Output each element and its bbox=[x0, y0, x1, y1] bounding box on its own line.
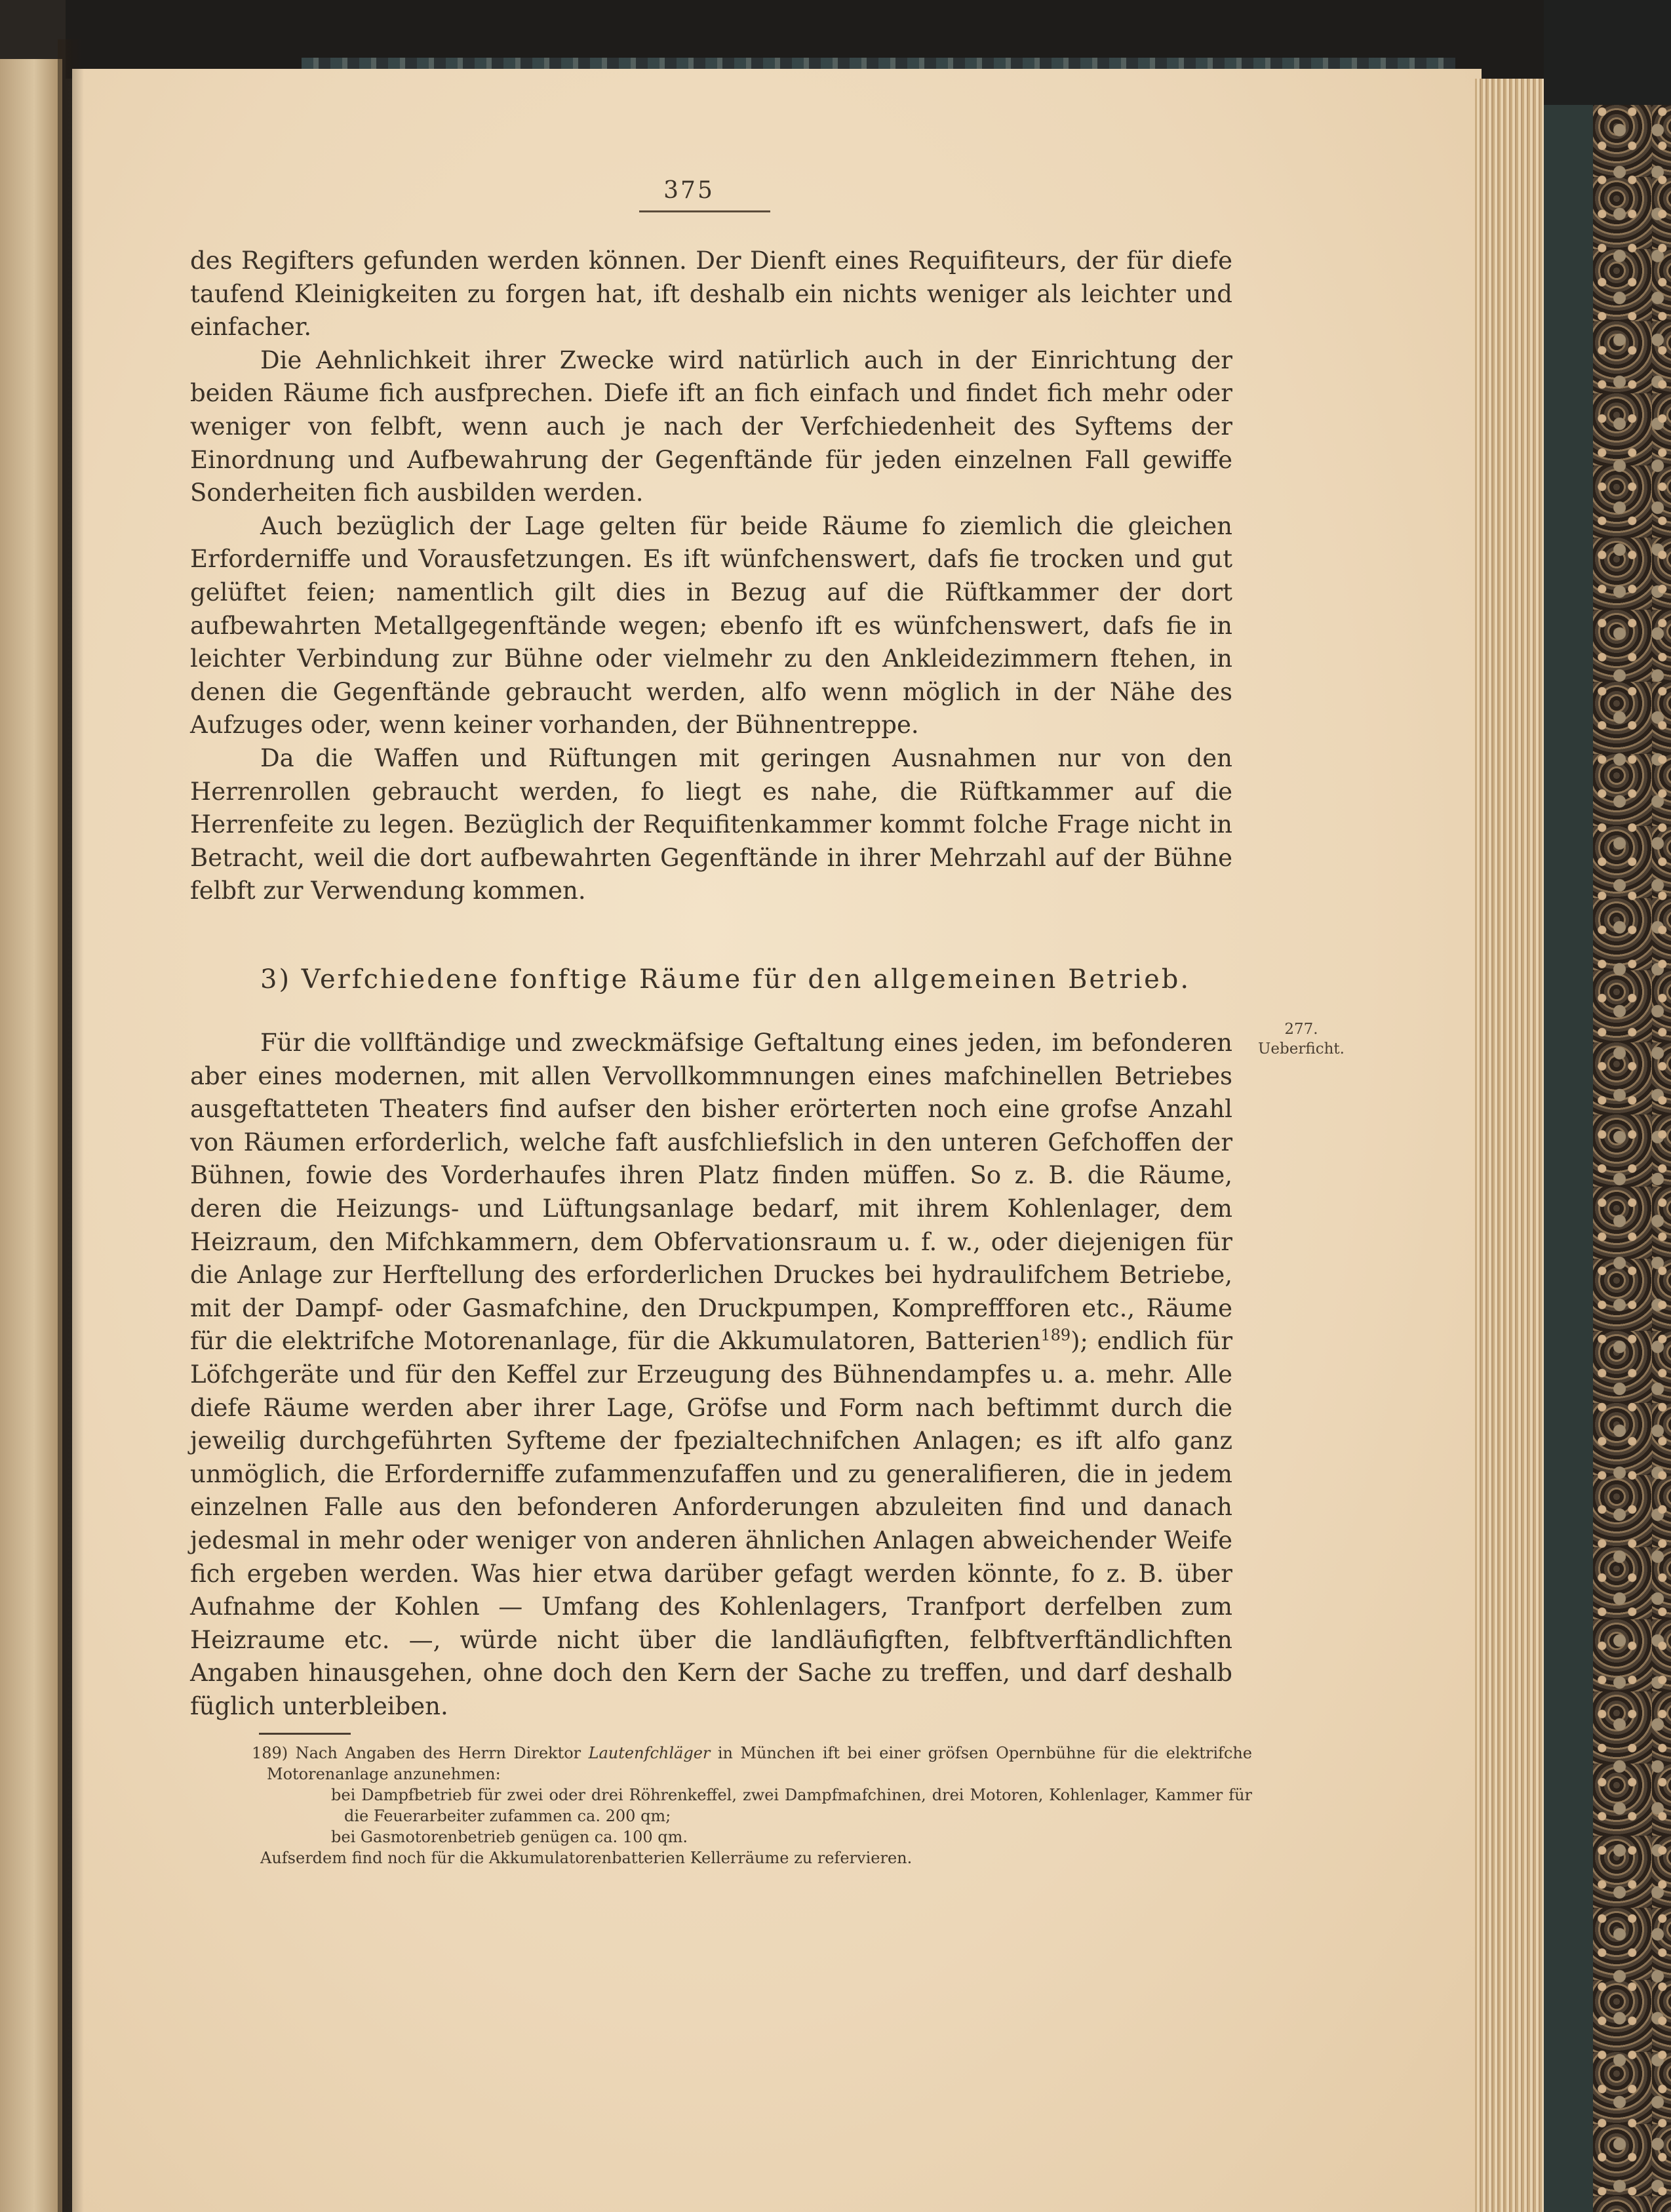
footnote-line-3: Aufserdem find noch für die Akkumulatorenbatterien Kellerräume zu refervieren. bbox=[260, 1849, 913, 1867]
footnote bbox=[190, 1743, 1252, 1868]
section-paragraph bbox=[190, 1027, 1232, 1723]
footnote-marker: 189) bbox=[252, 1744, 288, 1762]
section-heading: 3) Verfchiedene fonftige Räume für den allgemeinen Betrieb. bbox=[260, 964, 1191, 995]
body-text-section bbox=[190, 1027, 1232, 1723]
marbled-cover bbox=[1593, 105, 1671, 2212]
margin-note bbox=[1249, 1019, 1354, 1059]
paragraph-4: Da die Waffen und Rüftungen mit geringen Ausnahmen nur von den Herrenrollen gebraucht werden, fo liegt es nahe, die Rüftkammer auf die Herrenfeite zu legen. Bezüglich der Requifitenkammer kommt folche Frage nicht in Betracht, weil die dort aufbewahrten Gegenftände in ihrer Mehrzahl auf der Bühne felbft zur Verwendung kommen. bbox=[190, 743, 1232, 905]
footnote-line-2: bei Gasmotorenbetrieb genügen ca. 100 qm. bbox=[331, 1828, 688, 1846]
section-text-b: ); endlich für Löfchgeräte und für den Keffel zur Erzeugung des Bühnendampfes u. a. mehr. Alle diefe Räume werden aber ihrer Lage, Gröfse und Form nach beftimmt durch die jeweilig durchgeführten Syfteme der fpezialtechnifchen Anlagen; es ift alfo ganz unmöglich, die Erforderniffe zufammenzufaffen und zu generalifieren, die in jedem einzelnen Falle aus den befonderen Anforderungen abzuleiten find und danach jedesmal in mehr oder weniger von anderen ähnlichen Anlagen abweichender Weife fich ergeben werden. Was hier etwa darüber gefagt werden könnte, fo z. B. über Aufnahme der Kohlen — Umfang des Kohlenlagers, Tranfport derfelben zum Heizraume etc. —, würde nicht über die landläufigften, felbftverftändlichften Angaben hinausgehen, ohne doch den Kern der Sache zu treffen, und darf deshalb füglich unterbleiben. bbox=[190, 1327, 1233, 1720]
section-text-a: Für die vollftändige und zweckmäfsige Geftaltung eines jeden, im befonderen aber eines modernen, mit allen Vervollkommnungen eines mafchinellen Betriebes ausgeftatteten Theaters find aufser den bisher erörterten noch eine grofse Anzahl von Räumen erforderlich, welche faft ausfchliefslich in den unteren Gefchoffen der Bühnen, fowie des Vorderhaufes ihren Platz finden müffen. So z. B. die Räume, deren die Heizungs- und Lüftungsanlage bedarf, mit ihrem Kohlenlager, dem Heizraum, den Mifchkammern, dem Obfervationsraum u. f. w., oder diejenigen für die Anlage zur Herftellung des erforderlichen Druckes bei hydraulifchem Betriebe, mit der Dampf- oder Gasmafchine, den Druckpumpen, Kompreffforen etc., Räume für die elektrifche Motorenanlage, für die Akkumulatoren, Batterien bbox=[190, 1029, 1232, 1356]
cover-board bbox=[1544, 69, 1593, 2212]
margin-note-title: Ueberficht. bbox=[1258, 1040, 1345, 1057]
page-number: 375 bbox=[663, 177, 715, 204]
cover-top bbox=[1544, 0, 1671, 105]
footnote-intro bbox=[190, 1743, 1252, 1785]
body-text-upper bbox=[190, 245, 1232, 908]
paragraph-1: des Regifters gefunden werden können. Der Dienft eines Requifiteurs, der für diefe taufend Kleinigkeiten zu forgen hat, ift deshalb ein nichts weniger als leichter und einfacher. bbox=[190, 247, 1232, 342]
spine-shadow bbox=[58, 39, 84, 2212]
footnote-intro-b: in München ift bei einer gröfsen Opernbühne für die elektrifche Motorenanlage anzunehmen: bbox=[267, 1744, 1252, 1783]
facing-page-edge bbox=[0, 59, 62, 2212]
paragraph-2: Die Aehnlichkeit ihrer Zwecke wird natürlich auch in der Einrichtung der beiden Räume fich ausfprechen. Diefe ift an fich einfach und findet fich mehr oder weniger von felbft, wenn auch je nach der Verfchiedenheit des Syftems der Einordnung und Aufbewahrung der Gegenftände für jeden einzelnen Fall gewiffe Sonderheiten fich ausbilden werden. bbox=[190, 346, 1232, 507]
paragraph-3: Auch bezüglich der Lage gelten für beide Räume fo ziemlich die gleichen Erforderniffe und Vorausfetzungen. Es ift wünfchenswert, dafs fie trocken und gut gelüftet feien; namentlich gilt dies in Bezug auf die Rüftkammer der dort aufbewahrten Metallgegenftände wegen; ebenfo ift es wünfchenswert, dafs fie in leichter Verbindung zur Bühne oder vielmehr zu den Ankleidezimmern ftehen, in denen die Gegenftände gebraucht werden, alfo wenn möglich in der Nähe des Aufzuges oder, wenn keiner vorhanden, der Bühnentreppe. bbox=[190, 511, 1232, 740]
page-number-rule bbox=[639, 210, 770, 212]
footnote-person: Lautenfchläger bbox=[588, 1744, 711, 1762]
footnote-intro-a: Nach Angaben des Herrn Direktor bbox=[295, 1744, 581, 1762]
footnote-reference: 189 bbox=[1040, 1326, 1071, 1345]
footnote-line-1: bei Dampfbetrieb für zwei oder drei Röhrenkeffel, zwei Dampfmafchinen, drei Motoren, Kohlenlager, Kammer für die Feuerarbeiter zufammen ca. 200 qm; bbox=[331, 1786, 1252, 1825]
margin-note-number: 277. bbox=[1284, 1021, 1318, 1038]
footnote-rule bbox=[259, 1733, 351, 1735]
page-edges bbox=[1475, 79, 1544, 2212]
